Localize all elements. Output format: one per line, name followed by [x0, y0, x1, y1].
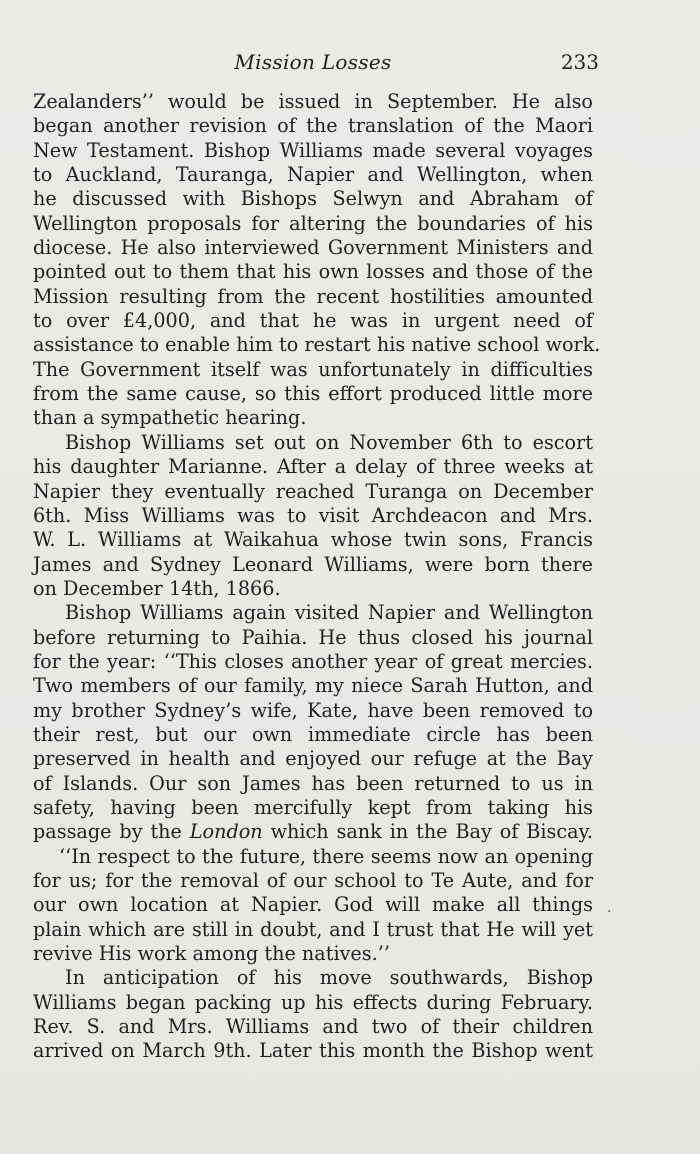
text-line: Williams began packing up his effects during February.	[33, 990, 593, 1014]
text-line: Bishop Williams set out on November 6th to escort	[65, 430, 593, 454]
text-line: New Testament. Bishop Williams made several voyages	[33, 138, 593, 162]
text-line: Rev. S. and Mrs. Williams and two of their children	[33, 1015, 593, 1039]
text-line: Two members of our family, my niece Sarah Hutton, and	[33, 674, 593, 698]
text-line: W. L. Williams at Waikahua whose twin sons, Francis	[33, 528, 593, 552]
text-line: Bishop Williams again visited Napier and Wellington	[65, 601, 593, 625]
text-line: his daughter Marianne. After a delay of three weeks at	[33, 455, 593, 479]
text-line: our own location at Napier. God will make all things	[33, 893, 593, 917]
text-line: than a sympathetic hearing.	[33, 406, 307, 430]
text-line: to Auckland, Tauranga, Napier and Wellington, when	[33, 163, 593, 187]
text-line: Wellington proposals for altering the boundaries of his	[33, 211, 593, 235]
text-line: their rest, but our own immediate circle has been	[33, 722, 593, 746]
margin-mark: ·	[607, 904, 612, 920]
text-fragment: which sank in the Bay of Biscay.	[270, 820, 593, 844]
text-line: The Government itself was unfortunately in difficulties	[33, 357, 593, 381]
text-line: diocese. He also interviewed Government Ministers and	[33, 236, 593, 260]
text-line: Mission resulting from the recent hostilities amounted	[33, 284, 593, 308]
text-line: my brother Sydney’s wife, Kate, have been removed to	[33, 698, 593, 722]
text-line: to over £4,000, and that he was in urgent need of	[33, 309, 593, 333]
text-line: In anticipation of his move southwards, Bishop	[65, 966, 593, 990]
text-line: he discussed with Bishops Selwyn and Abraham of	[33, 187, 593, 211]
text-line: preserved in health and enjoyed our refuge at the Bay	[33, 747, 593, 771]
text-line: plain which are still in doubt, and I trust that He will yet	[33, 917, 593, 941]
text-line: began another revision of the translation of the Maori	[33, 114, 593, 138]
ship-name: London	[189, 820, 263, 844]
text-line: ‘‘In respect to the future, there seems now an opening	[59, 844, 593, 868]
text-line: Napier they eventually reached Turanga on December	[33, 479, 593, 503]
text-line: revive His work among the natives.’’	[33, 942, 390, 966]
page-number: 233	[560, 50, 599, 74]
text-line: arrived on March 9th. Later this month the Bishop went	[33, 1039, 593, 1063]
text-line: James and Sydney Leonard Williams, were born there	[33, 552, 593, 576]
text-line: for us; for the removal of our school to Te Aute, and for	[33, 869, 593, 892]
text-line: pointed out to them that his own losses and those of the	[33, 260, 593, 284]
text-line: from the same cause, so this effort produced little more	[33, 382, 593, 406]
text-line: assistance to enable him to restart his native school work.	[33, 333, 601, 357]
running-head	[33, 50, 599, 74]
text-line: safety, having been mercifully kept from taking his	[33, 795, 593, 819]
text-line	[33, 820, 593, 844]
text-fragment: passage by the	[33, 820, 182, 844]
chapter-title: Mission Losses	[234, 50, 392, 74]
text-line: 6th. Miss Williams was to visit Archdeacon and Mrs.	[33, 503, 593, 527]
text-line: for the year: ‘‘This closes another year of great mercies.	[33, 649, 593, 673]
text-line: on December 14th, 1866.	[33, 576, 281, 600]
body-text	[33, 90, 601, 1064]
text-line: Zealanders’’ would be issued in September. He also	[33, 90, 593, 113]
text-line: before returning to Paihia. He thus closed his journal	[33, 625, 593, 649]
text-line: of Islands. Our son James has been returned to us in	[33, 771, 593, 795]
